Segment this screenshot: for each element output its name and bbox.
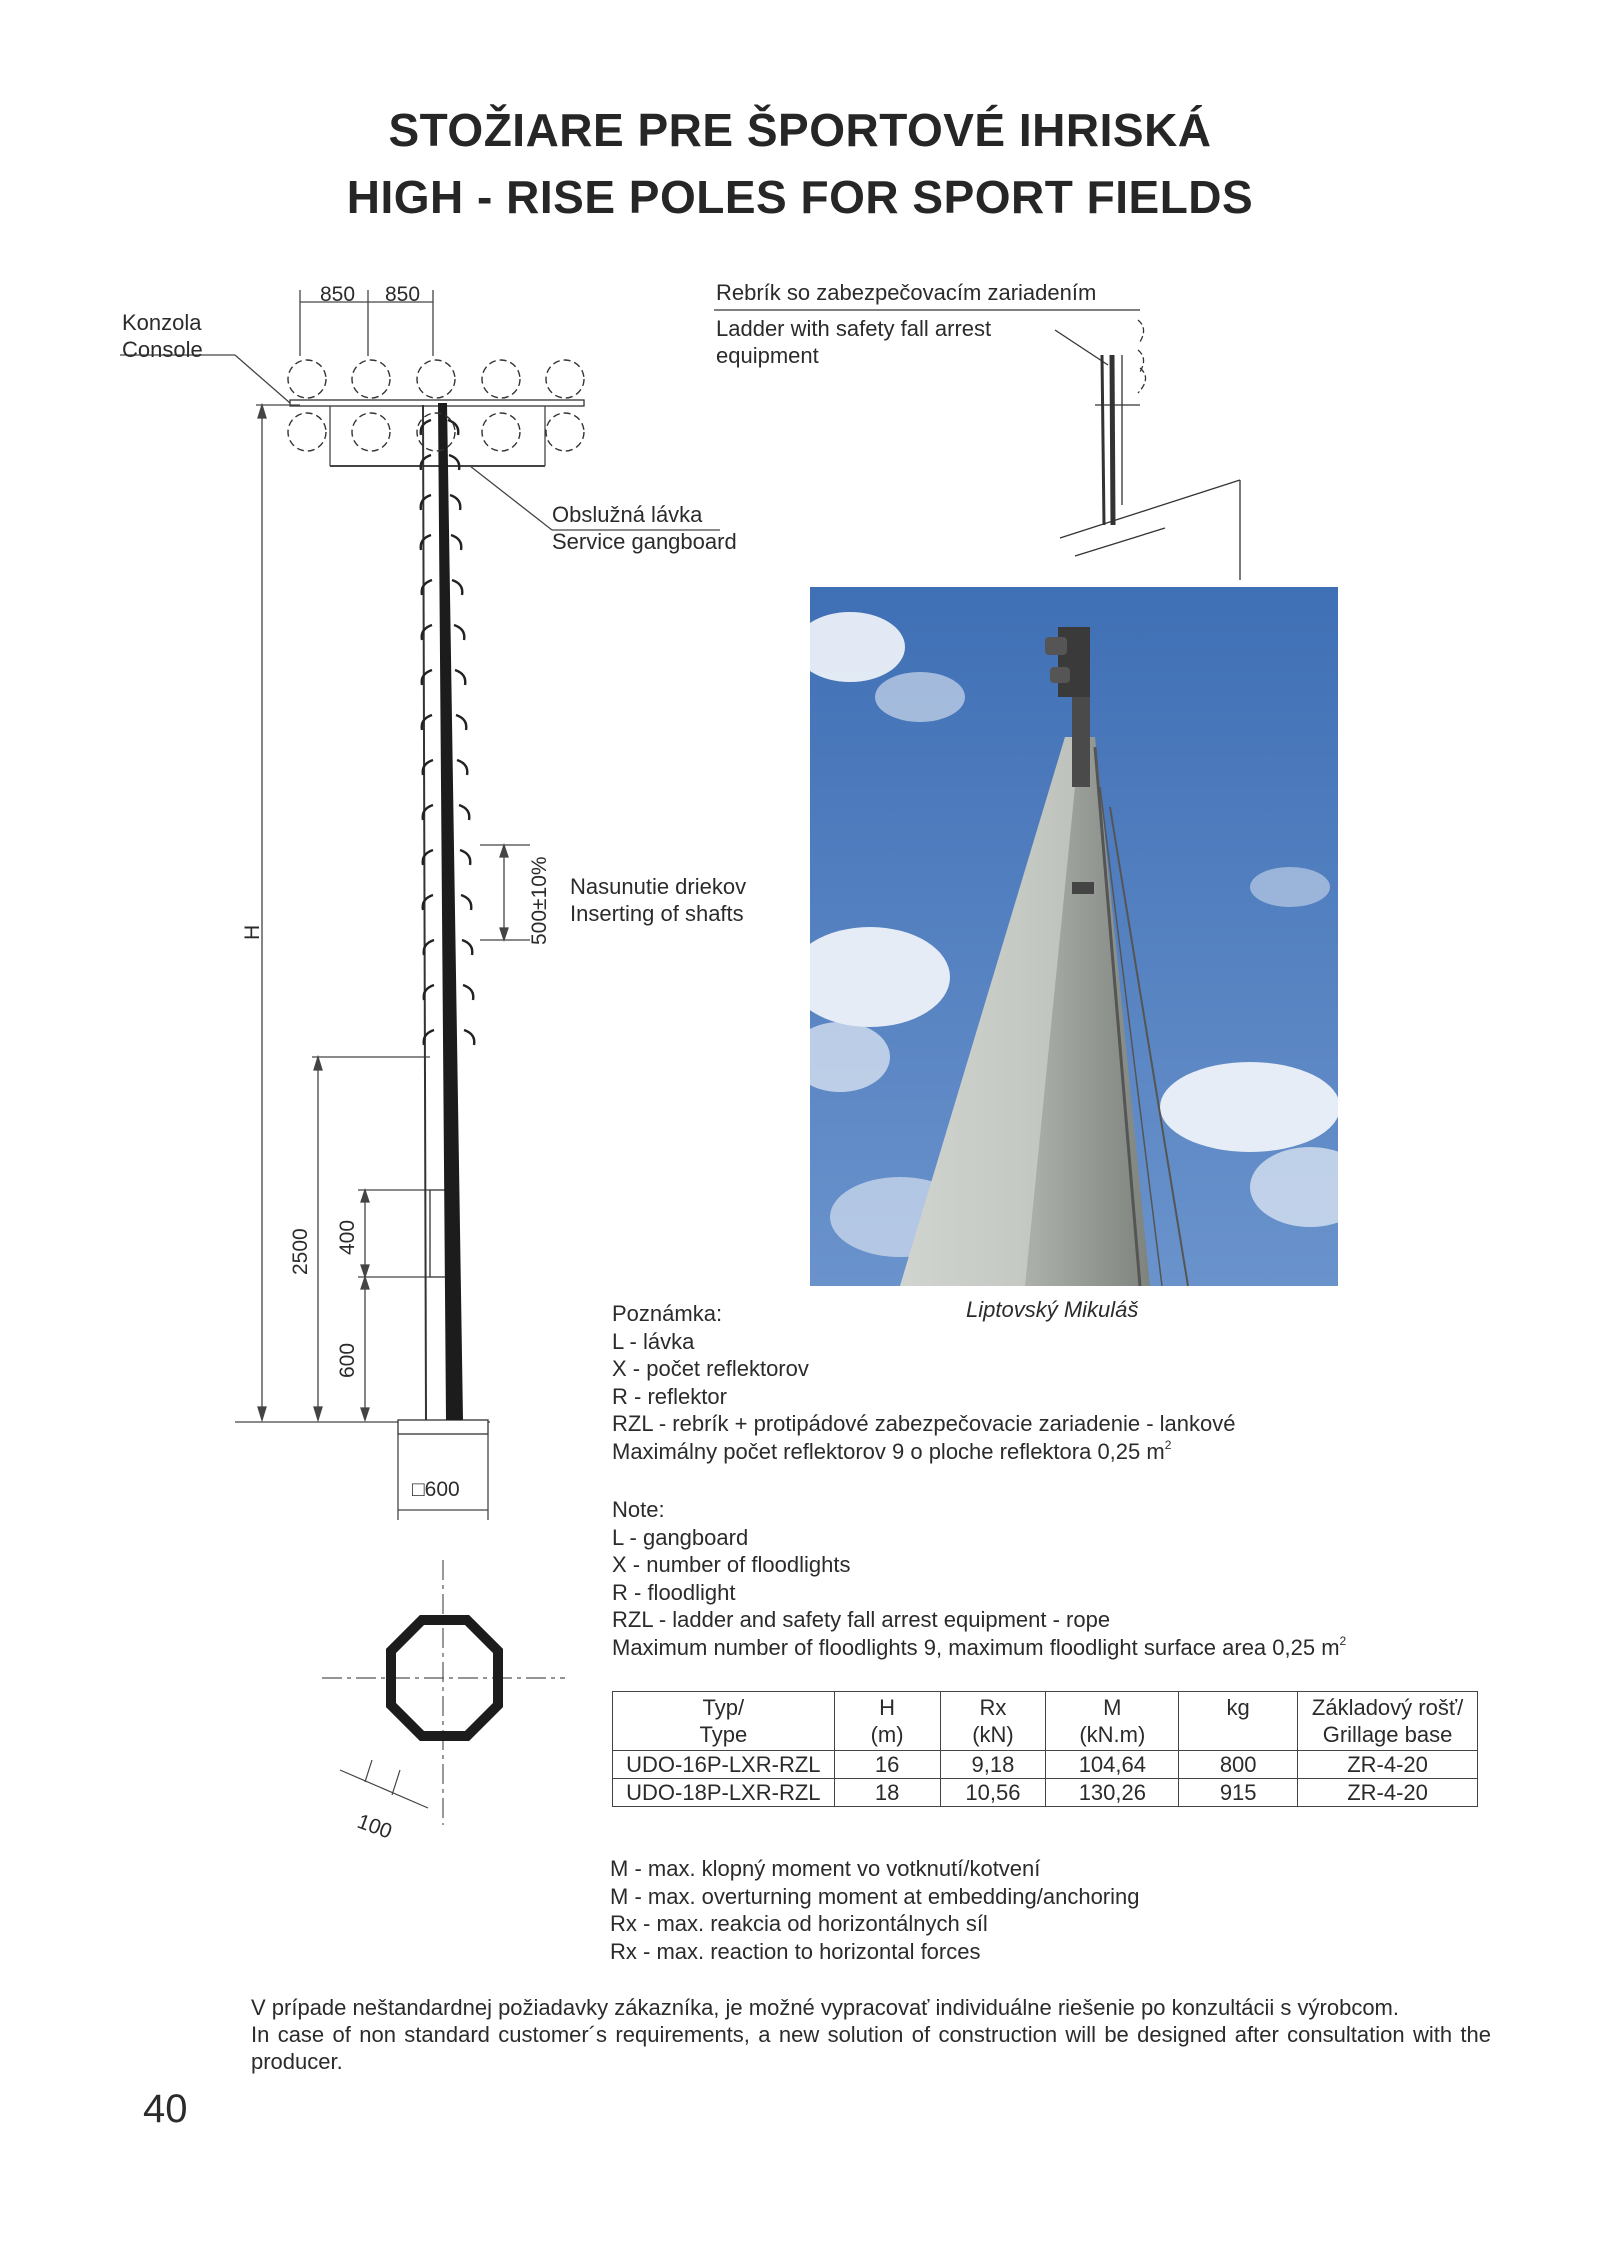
note-en-max-text: Maximum number of floodlights 9, maximum floodlight surface area 0,25 m [612, 1634, 1340, 1660]
note-en-line: X - number of floodlights [612, 1552, 851, 1577]
ladder-label-sk: Rebrík so zabezpečovacím zariadením [716, 280, 1097, 305]
note-sk-line: X - počet reflektorov [612, 1356, 809, 1381]
cell-rx: 10,56 [940, 1779, 1046, 1807]
page-title: STOŽIARE PRE ŠPORTOVÉ IHRISKÁ [388, 104, 1212, 156]
ladder-label-en-1: Ladder with safety fall arrest [716, 316, 992, 341]
header-kg: kg [1179, 1692, 1298, 1751]
gangboard-label-sk: Obslužná lávka [552, 502, 703, 527]
note-sk-superscript: 2 [1164, 1437, 1172, 1452]
table-header-row [613, 1692, 1478, 1751]
note-sk-max-text: Maximálny počet reflektorov 9 o ploche reflektora 0,25 m [612, 1438, 1165, 1464]
legend-line: Rx - max. reakcia od horizontálnych síl [610, 1911, 988, 1936]
cell-kg: 800 [1179, 1751, 1298, 1779]
legend-line: M - max. overturning moment at embedding/anchoring [610, 1883, 1140, 1909]
cell-type: UDO-18P-LXR-RZL [613, 1779, 835, 1807]
dim-850-right: 850 [385, 283, 421, 306]
dim-850-left: 850 [320, 283, 356, 306]
note-en [612, 1496, 1346, 1661]
table-row [613, 1779, 1478, 1807]
note-en-heading: Note: [612, 1497, 665, 1522]
note-sk-heading: Poznámka: [612, 1301, 723, 1326]
console-label-en: Console [122, 337, 203, 362]
header-type: Typ/ Type [613, 1692, 835, 1751]
header-grillage: Základový rošť/ Grillage base [1298, 1692, 1478, 1751]
legend-line: Rx - max. reaction to horizontal forces [610, 1938, 981, 1964]
note-en-line [612, 1634, 1346, 1662]
page-number: 40 [143, 2087, 188, 2131]
table-row [613, 1751, 1478, 1779]
note-sk-line: RZL - rebrík + protipádové zabezpečovacie zariadenie - lankové [612, 1411, 1236, 1436]
shaft-insert-dim: 500±10% [528, 856, 551, 945]
ladder-label-en-2: equipment [716, 343, 819, 368]
shafts-label-en: Inserting of shafts [570, 901, 744, 926]
footer-text-en: In case of non standard customer´s requirements, a new solution of construction will be designed after consultation with the producer. [251, 2022, 1491, 2074]
header-rx: Rx (kN) [940, 1692, 1046, 1751]
note-sk-line: R - reflektor [612, 1383, 727, 1409]
legend-line: M - max. klopný moment vo votknutí/kotvení [610, 1856, 1041, 1881]
note-sk [612, 1300, 1235, 1465]
note-en-superscript: 2 [1339, 1633, 1347, 1648]
dim-2500: 2500 [289, 1228, 312, 1275]
spec-table [612, 1691, 1478, 1807]
pole-photo [810, 587, 1338, 1286]
note-sk-line: L - lávka [612, 1328, 695, 1354]
section-dim-100: 100 [354, 1810, 395, 1844]
dim-600: 600 [336, 1342, 359, 1378]
cell-kg: 915 [1179, 1779, 1298, 1807]
cell-m: 130,26 [1046, 1779, 1179, 1807]
gangboard-label-en: Service gangboard [552, 529, 737, 554]
dim-400: 400 [336, 1219, 359, 1255]
note-en-line: L - gangboard [612, 1524, 749, 1550]
cell-h: 18 [834, 1779, 940, 1807]
console-label-sk: Konzola [122, 310, 202, 335]
legend [610, 1855, 1139, 1965]
cell-grillage: ZR-4-20 [1298, 1779, 1478, 1807]
footer-text-sk: V prípade neštandardnej požiadavky zákazníka, je možné vypracovať individuálne riešenie po konzultácii s výrobcom. [251, 1995, 1399, 2020]
cell-h: 16 [834, 1751, 940, 1779]
height-label: H [241, 924, 264, 940]
page-subtitle: HIGH - RISE POLES FOR SPORT FIELDS [346, 171, 1254, 223]
cell-m: 104,64 [1046, 1751, 1179, 1779]
header-h: H (m) [834, 1692, 940, 1751]
header-m: M (kN.m) [1046, 1692, 1179, 1751]
cell-type: UDO-16P-LXR-RZL [613, 1751, 835, 1779]
shafts-label-sk: Nasunutie driekov [570, 874, 747, 899]
note-en-line: R - floodlight [612, 1579, 736, 1605]
cell-rx: 9,18 [940, 1751, 1046, 1779]
base-plate-dim: □600 [412, 1478, 460, 1501]
photo-caption: Liptovský Mikuláš [966, 1297, 1139, 1322]
cell-grillage: ZR-4-20 [1298, 1751, 1478, 1779]
note-en-line: RZL - ladder and safety fall arrest equipment - rope [612, 1607, 1111, 1632]
note-sk-line [612, 1438, 1235, 1466]
